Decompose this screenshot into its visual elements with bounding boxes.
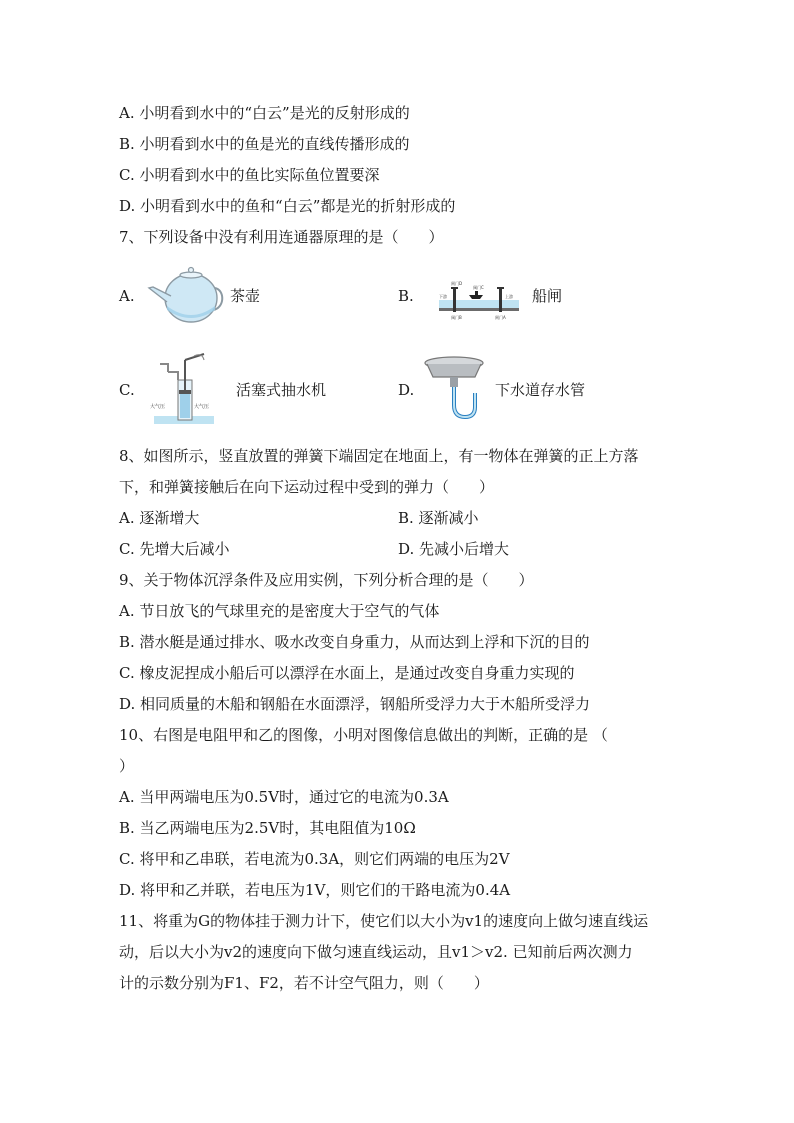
teapot-icon (145, 262, 225, 326)
q11-line1: 11、将重为G的物体挂于测力计下，使它们以大小为v1的速度向上做匀速直线运 (119, 912, 649, 930)
drain-trap-icon (423, 355, 485, 425)
q10-option-c: C. 将甲和乙串联，若电流为0.3A，则它们两端的电压为2V (119, 850, 510, 868)
q7-option-b-letter: B. (398, 287, 414, 305)
q10-option-b: B. 当乙两端电压为2.5V时，其电阻值为10Ω (119, 819, 416, 837)
q8-option-a: A. 逐渐增大 (119, 509, 200, 527)
q8-option-b: B. 逐渐减小 (398, 509, 479, 527)
pump-label-right: 大气压 (194, 404, 210, 410)
q7-option-a-letter: A. (119, 287, 135, 305)
q6-option-c: C. 小明看到水中的鱼比实际鱼位置要深 (119, 166, 380, 184)
ship-lock-label-6: 闸门A (495, 315, 506, 320)
ship-lock-label-3: 上游 (505, 294, 513, 299)
q9-stem: 9、关于物体沉浮条件及应用实例，下列分析合理的是（ ） (119, 571, 534, 589)
q7-option-b-label: 船闸 (532, 287, 563, 305)
ship-lock-label-1: 闸门D (451, 281, 463, 286)
q9-option-c: C. 橡皮泥捏成小船后可以漂浮在水面上，是通过改变自身重力实现的 (119, 664, 575, 682)
piston-pump-icon (148, 350, 220, 426)
ship-lock-label-4: 下游 (439, 294, 447, 299)
ship-lock-label-2: 阀门C (473, 285, 484, 290)
q9-option-d: D. 相同质量的木船和钢船在水面漂浮，钢船所受浮力大于木船所受浮力 (119, 695, 591, 713)
q6-option-d: D. 小明看到水中的鱼和“白云”都是光的折射形成的 (119, 197, 456, 215)
ship-lock-label-5: 阀门B (451, 315, 462, 320)
q7-option-c-letter: C. (119, 381, 135, 399)
q8-stem-line1: 8、如图所示，竖直放置的弹簧下端固定在地面上，有一物体在弹簧的正上方落 (119, 447, 639, 465)
q8-option-d: D. 先减小后增大 (398, 540, 510, 558)
q6-option-a: A. 小明看到水中的“白云”是光的反射形成的 (119, 104, 410, 122)
pump-label-left: 大气压 (150, 404, 166, 410)
q10-option-a: A. 当甲两端电压为0.5V时，通过它的电流为0.3A (119, 788, 449, 806)
q8-option-c: C. 先增大后减小 (119, 540, 230, 558)
q9-option-b: B. 潜水艇是通过排水、吸水改变自身重力，从而达到上浮和下沉的目的 (119, 633, 590, 651)
q7-option-d-label: 下水道存水管 (495, 381, 586, 399)
q6-option-b: B. 小明看到水中的鱼是光的直线传播形成的 (119, 135, 410, 153)
ship-lock-icon (437, 280, 521, 322)
q9-option-a: A. 节日放飞的气球里充的是密度大于空气的气体 (119, 602, 440, 620)
q11-line3: 计的示数分别为F1、F2，若不计空气阻力，则（ ） (119, 974, 489, 992)
q10-option-d: D. 将甲和乙并联，若电压为1V，则它们的干路电流为0.4A (119, 881, 511, 899)
q7-option-c-label: 活塞式抽水机 (236, 381, 327, 399)
q7-option-d-letter: D. (398, 381, 415, 399)
q10-stem-line1: 10、右图是电阻甲和乙的图像，小明对图像信息做出的判断，正确的是 （ (119, 726, 608, 744)
q10-stem-line2: ） (119, 757, 135, 775)
q11-line2: 动，后以大小为v2的速度向下做匀速直线运动，且v1＞v2. 已知前后两次测力 (119, 943, 633, 961)
q7-stem: 7、下列设备中没有利用连通器原理的是（ ） (119, 228, 444, 246)
q8-stem-line2: 下，和弹簧接触后在向下运动过程中受到的弹力（ ） (119, 478, 495, 496)
q7-option-a-label: 茶壶 (230, 287, 261, 305)
